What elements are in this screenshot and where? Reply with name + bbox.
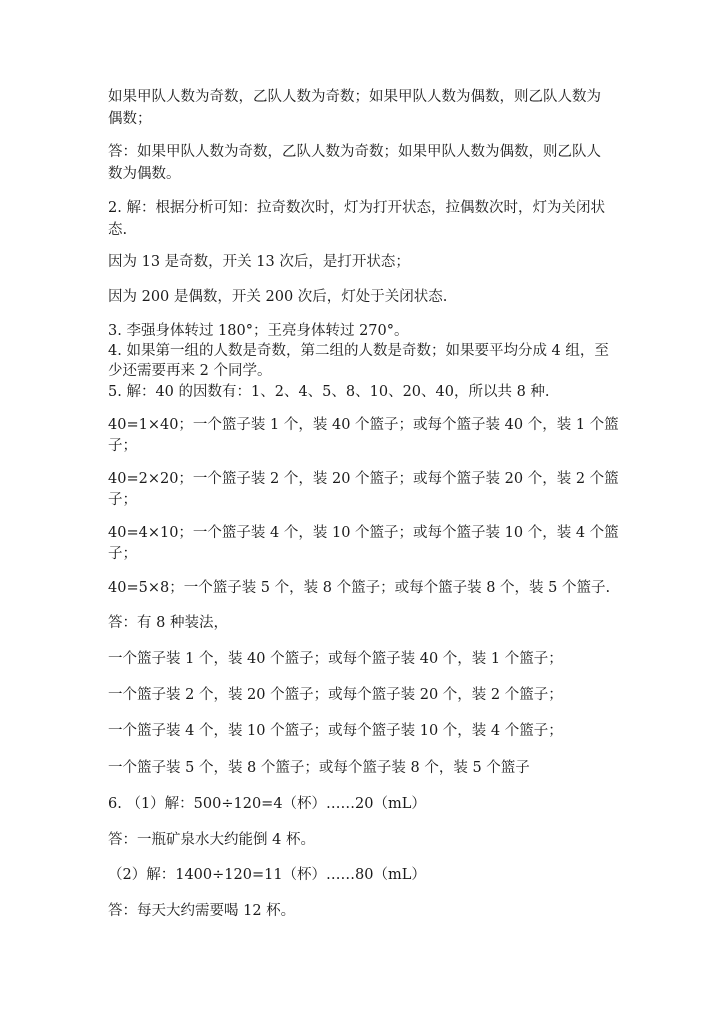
text-line: 40=5×8；一个篮子装 5 个，装 8 个篮子；或每个篮子装 8 个，装 5 个篮子. — [108, 580, 611, 596]
text-line: 因为 13 是奇数，开关 13 次后，是打开状态； — [108, 254, 410, 270]
text-line: 偶数； — [108, 111, 152, 127]
text-line: 如果甲队人数为奇数，乙队人数为奇数；如果甲队人数为偶数，则乙队人数为 — [108, 89, 601, 105]
text-line: 答：如果甲队人数为奇数，乙队人数为奇数；如果甲队人数为偶数，则乙队人 — [108, 144, 601, 160]
text-line: 答：有 8 种装法， — [108, 615, 228, 631]
text-line: 一个篮子装 2 个，装 20 个篮子；或每个篮子装 20 个，装 2 个篮子； — [108, 687, 563, 703]
text-line: 因为 200 是偶数，开关 200 次后，灯处于关闭状态. — [108, 289, 448, 305]
text-line: 态. — [108, 222, 128, 238]
text-line: 子； — [108, 438, 137, 454]
text-line: 答：一瓶矿泉水大约能倒 4 杯。 — [108, 832, 315, 848]
text-line: 一个篮子装 1 个，装 40 个篮子；或每个篮子装 40 个，装 1 个篮子； — [108, 651, 563, 667]
text-line: （2）解：1400÷120=11（杯）……80（mL） — [108, 867, 426, 883]
text-line: 4. 如果第一组的人数是奇数，第二组的人数是奇数；如果要平均分成 4 组，至 — [108, 343, 609, 359]
text-line: 6. （1）解：500÷120=4（杯）……20（mL） — [108, 796, 426, 812]
text-line: 答：每天大约需要喝 12 杯。 — [108, 903, 296, 919]
text-line: 一个篮子装 4 个，装 10 个篮子；或每个篮子装 10 个，装 4 个篮子； — [108, 723, 563, 739]
text-line: 5. 解：40 的因数有：1、2、4、5、8、10、20、40，所以共 8 种. — [108, 384, 550, 400]
text-line: 少还需要再来 2 个同学。 — [108, 363, 272, 379]
text-line: 40=1×40；一个篮子装 1 个，装 40 个篮子；或每个篮子装 40 个，装 1 个篮 — [108, 417, 619, 433]
text-line: 2. 解：根据分析可知：拉奇数次时，灯为打开状态，拉偶数次时，灯为关闭状 — [108, 200, 605, 216]
text-line: 3. 李强身体转过 180°；王亮身体转过 270°。 — [108, 323, 409, 339]
text-line: 数为偶数。 — [108, 166, 181, 182]
text-line: 子； — [108, 546, 137, 562]
text-line: 40=2×20；一个篮子装 2 个，装 20 个篮子；或每个篮子装 20 个，装 2 个篮 — [108, 471, 619, 487]
text-line: 子； — [108, 492, 137, 508]
text-line: 一个篮子装 5 个，装 8 个篮子；或每个篮子装 8 个，装 5 个篮子 — [108, 760, 530, 776]
text-line: 40=4×10；一个篮子装 4 个，装 10 个篮子；或每个篮子装 10 个，装 4 个篮 — [108, 525, 619, 541]
